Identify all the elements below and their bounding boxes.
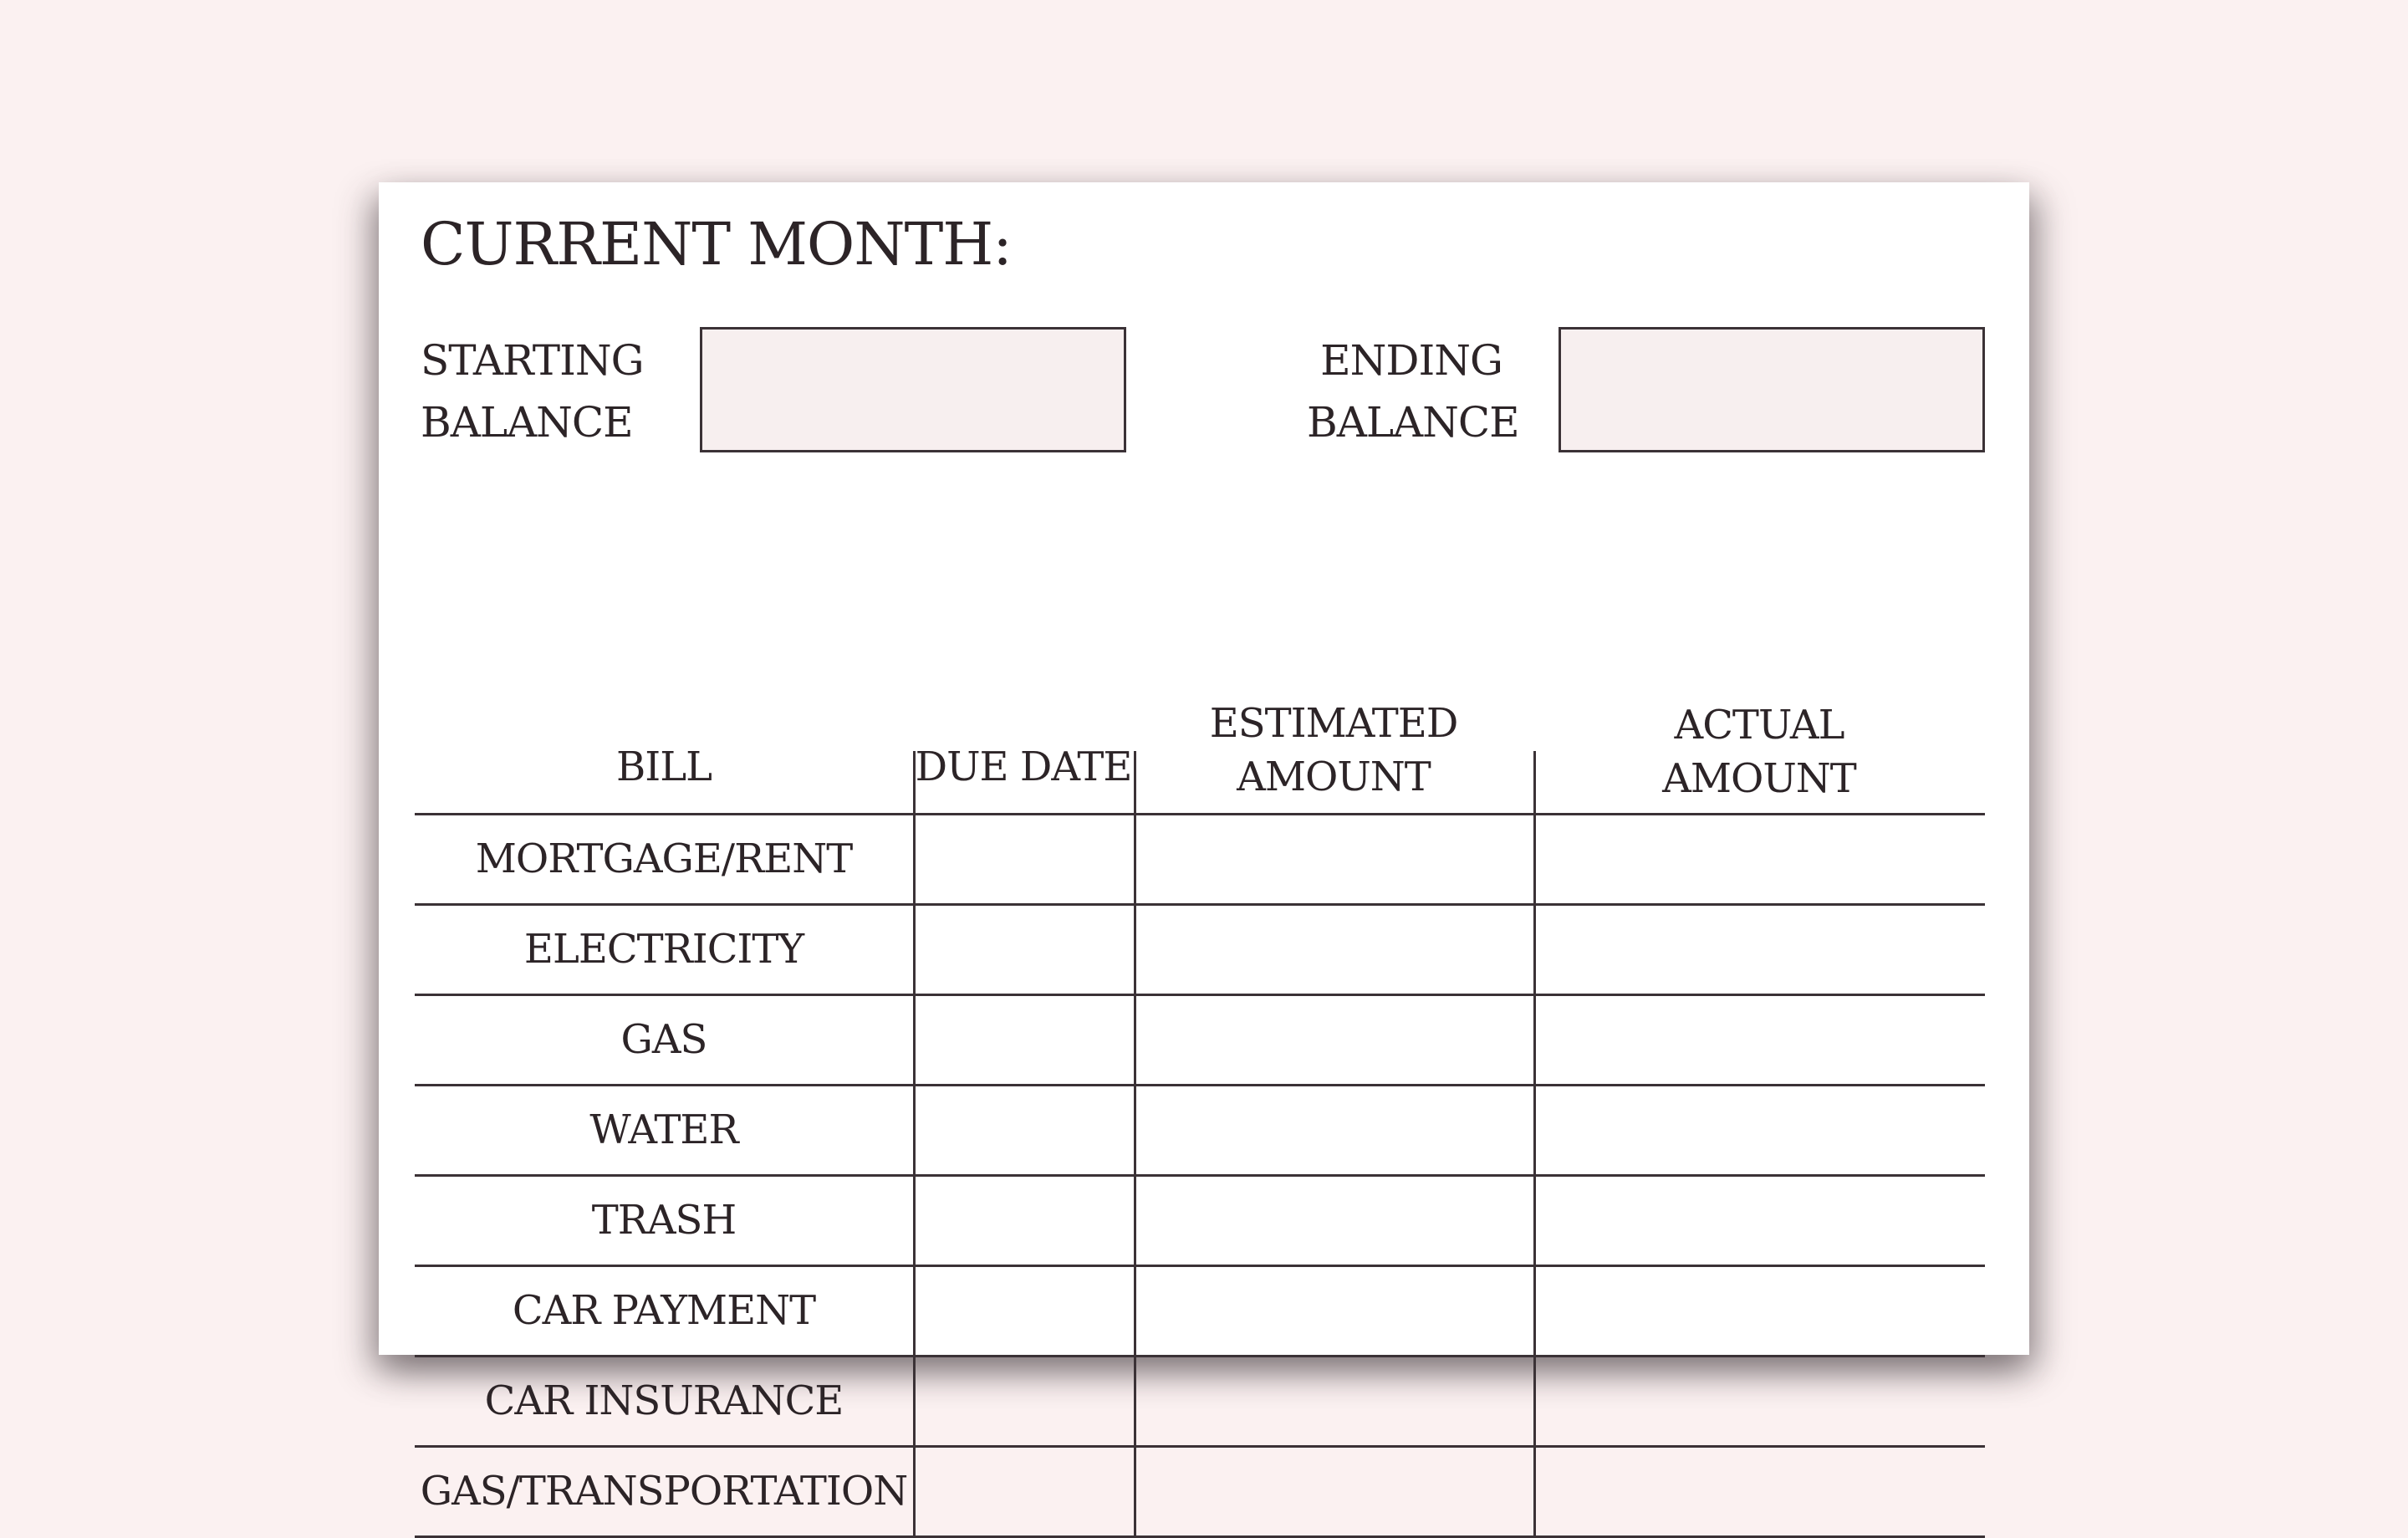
bills-table [415, 521, 1985, 1538]
header-divider [913, 751, 916, 813]
table-row [415, 815, 1985, 906]
bill-name: GAS/TRANSPORTATION [420, 1468, 908, 1515]
estimated-amount-cell[interactable] [1134, 1086, 1533, 1174]
due-date-cell[interactable] [913, 1267, 1134, 1355]
table-row [415, 906, 1985, 996]
header-bill-label: BILL [616, 743, 712, 790]
bill-name: CAR INSURANCE [484, 1377, 844, 1424]
starting-balance-label [421, 330, 644, 453]
header-estimated-line2: AMOUNT [1237, 754, 1431, 800]
estimated-amount-cell[interactable] [1134, 1267, 1533, 1355]
bill-name: MORTGAGE/RENT [475, 835, 853, 882]
table-row [415, 1448, 1985, 1538]
header-actual-amount [1533, 698, 1985, 805]
header-due-date [913, 740, 1134, 794]
starting-balance-label-line2: BALANCE [421, 398, 633, 447]
header-actual-line1: ACTUAL [1674, 702, 1844, 749]
table-body [415, 813, 1985, 1538]
estimated-amount-cell[interactable] [1134, 996, 1533, 1084]
table-row [415, 1267, 1985, 1357]
header-divider [1134, 751, 1136, 813]
actual-amount-cell[interactable] [1533, 996, 1985, 1084]
actual-amount-cell[interactable] [1533, 906, 1985, 994]
due-date-cell[interactable] [913, 1177, 1134, 1265]
table-header [415, 521, 1985, 813]
due-date-cell[interactable] [913, 996, 1134, 1084]
table-row [415, 1357, 1985, 1448]
ending-balance-label-line2: BALANCE [1307, 398, 1519, 447]
starting-balance-label-line1: STARTING [421, 336, 644, 385]
table-row [415, 996, 1985, 1086]
actual-amount-cell[interactable] [1533, 1086, 1985, 1174]
due-date-cell[interactable] [913, 906, 1134, 994]
starting-balance-field[interactable] [700, 327, 1126, 452]
actual-amount-cell[interactable] [1533, 1357, 1985, 1445]
bill-name: WATER [589, 1106, 738, 1153]
header-actual-line2: AMOUNT [1662, 755, 1856, 802]
due-date-cell[interactable] [913, 815, 1134, 903]
bill-name: GAS [620, 1016, 707, 1063]
estimated-amount-cell[interactable] [1134, 1448, 1533, 1535]
bill-name: ELECTRICITY [523, 926, 804, 973]
header-due-date-label: DUE DATE [915, 743, 1132, 790]
actual-amount-cell[interactable] [1533, 1177, 1985, 1265]
header-divider [1533, 751, 1536, 813]
due-date-cell[interactable] [913, 1357, 1134, 1445]
actual-amount-cell[interactable] [1533, 1448, 1985, 1535]
bill-name: CAR PAYMENT [512, 1287, 816, 1334]
ending-balance-field[interactable] [1559, 327, 1985, 452]
estimated-amount-cell[interactable] [1134, 1177, 1533, 1265]
estimated-amount-cell[interactable] [1134, 1357, 1533, 1445]
budget-sheet [379, 182, 2029, 1515]
ending-balance-label-line1: ENDING [1320, 336, 1502, 385]
estimated-amount-cell[interactable] [1134, 815, 1533, 903]
header-estimated-amount [1134, 697, 1533, 804]
page-title: CURRENT MONTH: [421, 210, 1012, 278]
header-estimated-line1: ESTIMATED [1209, 700, 1458, 747]
due-date-cell[interactable] [913, 1086, 1134, 1174]
header-bill [415, 740, 913, 794]
actual-amount-cell[interactable] [1533, 1267, 1985, 1355]
actual-amount-cell[interactable] [1533, 815, 1985, 903]
table-row [415, 1177, 1985, 1267]
due-date-cell[interactable] [913, 1448, 1134, 1535]
table-row [415, 1086, 1985, 1177]
estimated-amount-cell[interactable] [1134, 906, 1533, 994]
bill-name: TRASH [591, 1197, 737, 1244]
ending-balance-label [1307, 330, 1519, 453]
